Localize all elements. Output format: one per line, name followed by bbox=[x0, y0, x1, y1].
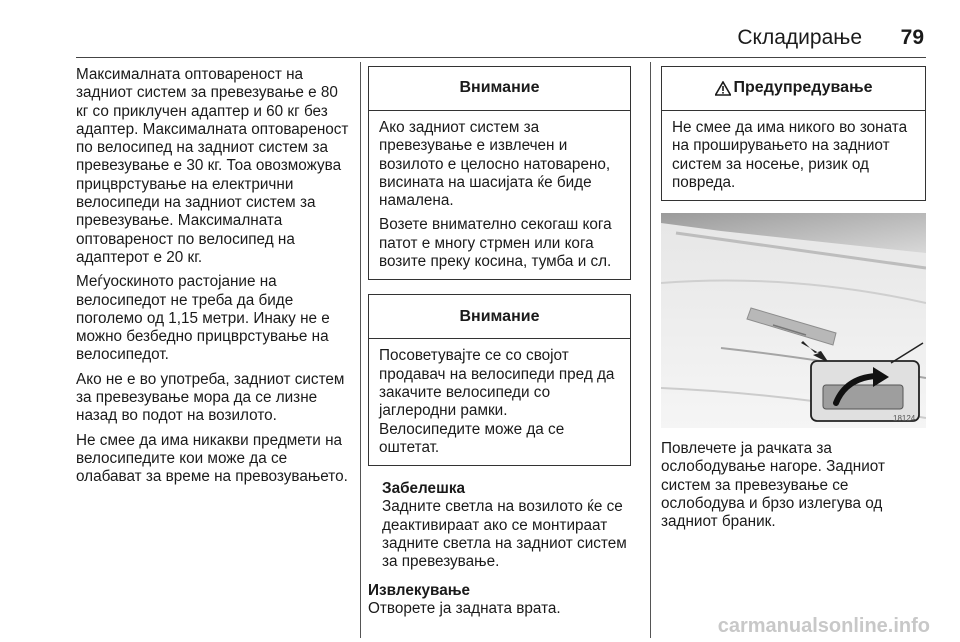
left-column bbox=[76, 66, 354, 493]
header-divider bbox=[76, 57, 926, 58]
warning-title: Предупредување bbox=[733, 79, 873, 97]
body-paragraph: Не смее да има никакви предмети на велосипедите кои може да се олабават за време на превозувањето. bbox=[76, 431, 348, 486]
page-number: 79 bbox=[900, 26, 924, 49]
warning-header bbox=[662, 67, 925, 111]
body-paragraph: Отворете ја задната врата. bbox=[368, 599, 561, 617]
caution-title: Внимание bbox=[369, 295, 630, 339]
caution-text: Посоветувајте се со својот продавач на велосипеди пред да закачите велосипеди со јаглеродни рамки. bbox=[379, 347, 615, 420]
note-title: Забелешка bbox=[382, 480, 465, 498]
page-title: Складирање bbox=[737, 26, 862, 49]
caution-text: Велосипедите може да се оштетат. bbox=[379, 420, 565, 456]
watermark: carmanualsonline.info bbox=[717, 615, 930, 637]
note-text: Задните светла на возилото ќе се деактивираат ако се монтираат задните светла на задниот систем за превезување. bbox=[382, 498, 627, 571]
caution-text: Ако задниот систем за превезување е извлечен и возилото е целосно натоварено, висината на шасијата ќе биде намалена. bbox=[379, 119, 611, 210]
warning-triangle-icon bbox=[715, 81, 731, 96]
body-paragraph: Ако не е во употреба, задниот систем за превезување мора да се лизне назад во подот на возилото. bbox=[76, 370, 345, 425]
warning-text: Не смее да има никого во зоната на проширувањето на задниот систем за носење, ризик од повреда. bbox=[672, 119, 908, 191]
middle-column bbox=[368, 66, 631, 618]
warning-box bbox=[661, 66, 926, 201]
right-column bbox=[661, 66, 926, 532]
caution-title: Внимание bbox=[369, 67, 630, 111]
rear-bumper-illustration bbox=[661, 213, 926, 428]
image-code: 18124 bbox=[893, 414, 916, 424]
column-divider-left bbox=[360, 62, 361, 638]
caution-box bbox=[368, 66, 631, 280]
note-block bbox=[368, 480, 631, 571]
body-paragraph: Максималната оптовареност на задниот систем за превезување е 80 кг со приклучен адаптер и 60 кг без адаптер. Максималната оптовареност по велосипед на задниот систем за превезување е 30 кг. Тоа овозможува прицврстување на електрични велосипеди на задниот систем за превезување. Максималната оптовареност по велосипед на адаптерот е 20 кг. bbox=[76, 66, 349, 266]
caution-box bbox=[368, 294, 631, 466]
column-divider-right bbox=[650, 62, 651, 638]
rear-bumper-photo bbox=[661, 213, 926, 428]
caution-text: Возете внимателно секогаш кога патот е многу стрмен или кога возите преку косина, тумба и сл. bbox=[379, 216, 612, 271]
section-heading: Извлекување bbox=[368, 581, 471, 599]
body-paragraph: Меѓуоскиното растојание на велосипедот не треба да биде поголемо од 1,15 метри. Инаку не е можно безбедно прицврстување на велосипедот. bbox=[76, 273, 330, 364]
image-caption: Повлечете ја рачката за ослободување нагоре. Задниот систем за превезување се ослободува и брзо излегува од задниот браник. bbox=[661, 440, 885, 531]
